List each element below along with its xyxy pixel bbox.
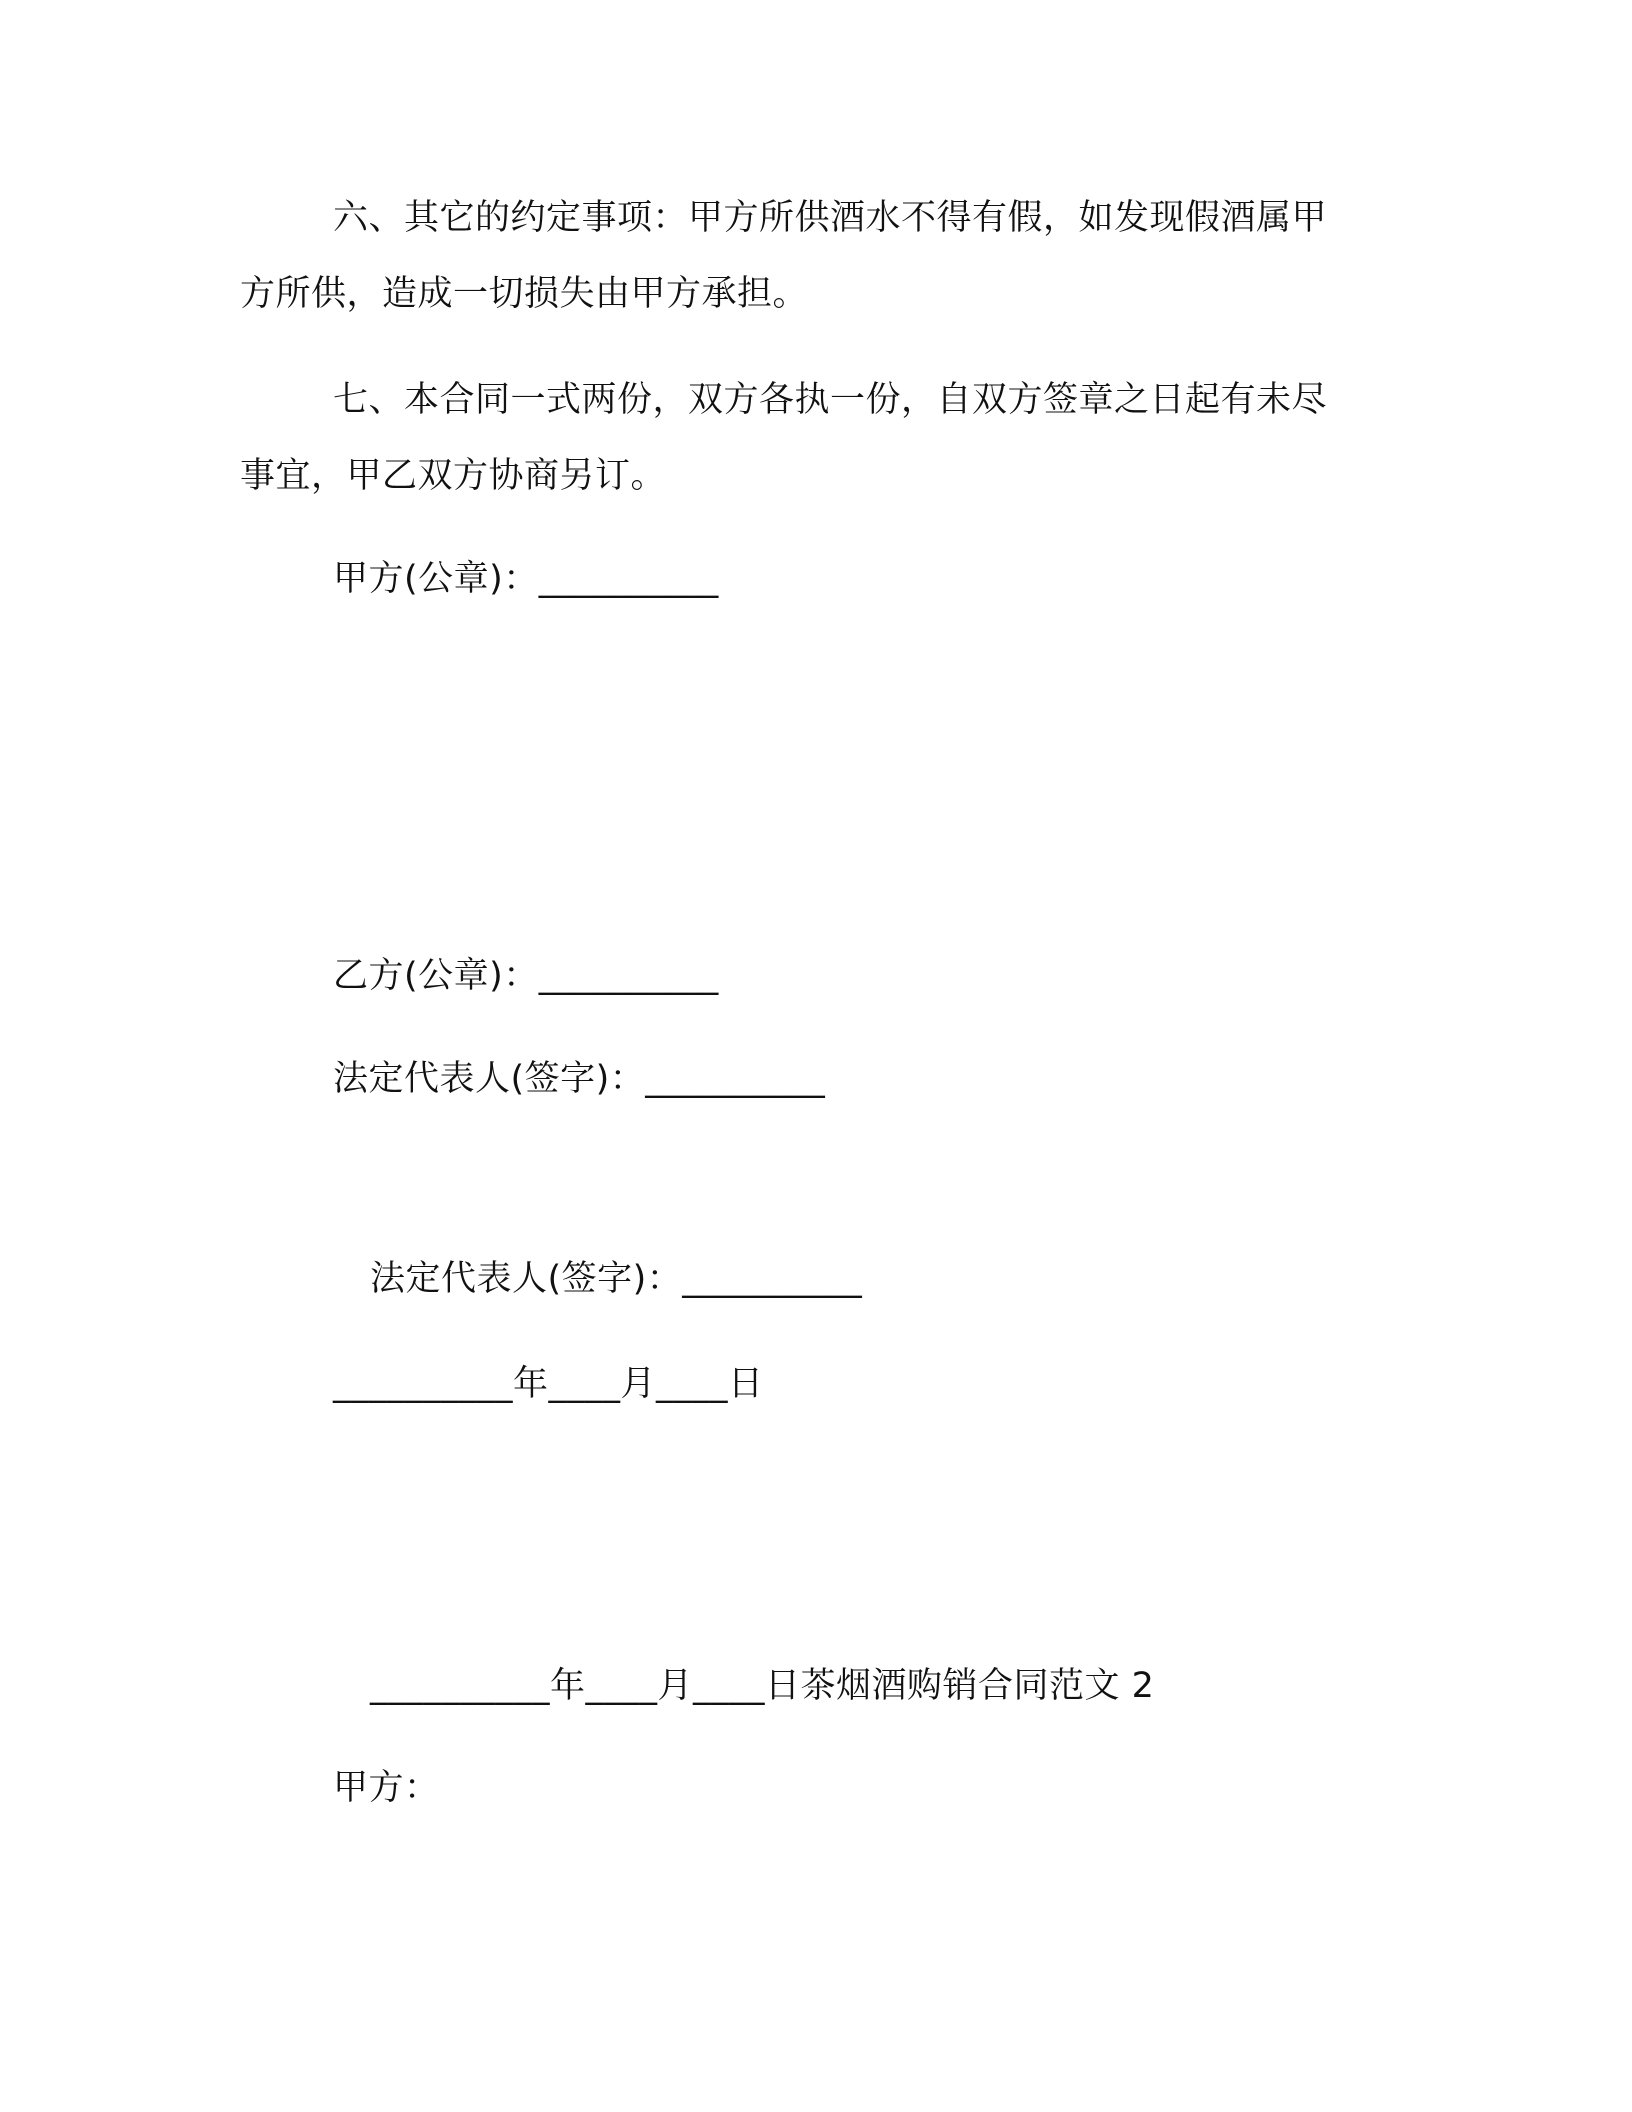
legal-representative-signature-line: 法定代表人(签字)：__________ (333, 1059, 826, 1099)
party-a-seal-line: 甲方(公章)：__________ (333, 559, 719, 599)
next-contract-title: __________年____月____日茶烟酒购销合同范文 2 (370, 1666, 1155, 1706)
clause-seven-line-1: 七、本合同一式两份，双方各执一份，自双方签章之日起有未尽 (333, 380, 1328, 420)
clause-six-line-2: 方所供，造成一切损失由甲方承担。 (240, 274, 809, 314)
legal-representative-signature-line-2: 法定代表人(签字)：__________ (370, 1259, 863, 1299)
party-a-label: 甲方： (333, 1768, 440, 1808)
clause-seven-line-2: 事宜，甲乙双方协商另订。 (240, 456, 667, 496)
party-b-seal-line: 乙方(公章)：__________ (333, 956, 719, 996)
clause-six-line-1: 六、其它的约定事项：甲方所供酒水不得有假，如发现假酒属甲 (333, 198, 1328, 238)
date-line: __________年____月____日 (333, 1364, 764, 1404)
